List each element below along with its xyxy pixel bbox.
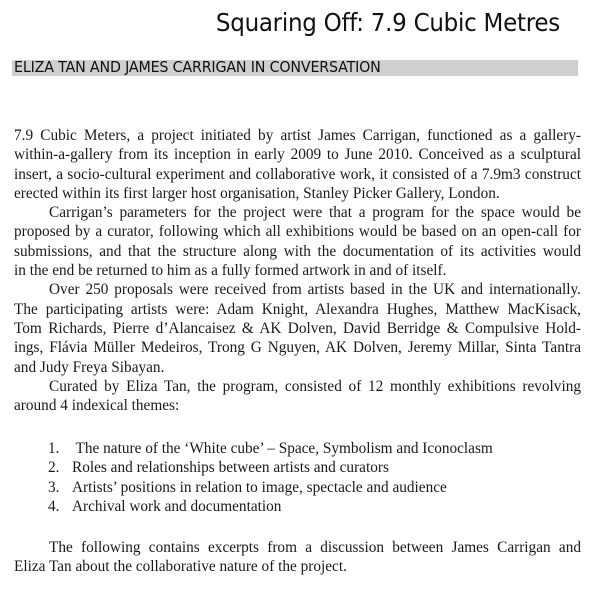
list-item — [48, 478, 493, 497]
text-line: proposed by a curator, following which all exhibitions would be based on an open-call for — [14, 223, 581, 241]
text-line: erected within its first larger host organisation, Stanley Picker Gallery, London. — [14, 184, 500, 202]
list-number: 3. — [48, 478, 60, 496]
text-line: around 4 indexical themes: — [14, 397, 180, 415]
paragraph-artists — [14, 280, 581, 376]
list-number: 4. — [48, 497, 60, 515]
text-line: in the end be returned to him as a fully formed artwork in and of itself. — [14, 262, 447, 280]
text-line: and Judy Freya Sibayan. — [14, 358, 165, 376]
page-title: Squaring Off: 7.9 Cubic Metres — [215, 8, 560, 37]
text-line: 7.9 Cubic Meters, a project initiated by artist James Carrigan, functioned as a gallery- — [14, 127, 581, 144]
text-line: ings, Flávia Müller Medeiros, Trong G Nguyen, AK Dolven, Jeremy Millar, Sinta Tantra — [14, 339, 581, 357]
list-text: Archival work and documentation — [72, 497, 282, 515]
text-line: insert, a socio-cultural experiment and collaborative work, it consisted of a 7.9m3 construct — [14, 165, 581, 183]
list-item — [48, 458, 493, 477]
text-line: Carrigan’s parameters for the project were that a program for the space would be — [49, 204, 581, 222]
list-number: 1. — [48, 440, 60, 457]
subtitle: ELIZA TAN AND JAMES CARRIGAN IN CONVERSATION — [14, 58, 381, 76]
text-line: The following contains excerpts from a discussion between James Carrigan and — [49, 539, 581, 556]
text-line: The participating artists were: Adam Knight, Alexandra Hughes, Matthew MacKisack, — [14, 300, 581, 318]
list-item — [48, 497, 493, 516]
text-line: Over 250 proposals were received from artists based in the UK and internationally. — [49, 281, 581, 299]
text-line: within-a-gallery from its inception in early 2009 to June 2010. Conceived as a sculptural — [14, 146, 581, 164]
list-number: 2. — [48, 459, 60, 477]
paragraph-intro — [14, 126, 581, 203]
paragraph-closing — [14, 538, 581, 577]
list-text: The nature of the ‘White cube’ – Space, Symbolism and Iconoclasm — [72, 440, 493, 457]
list-text: Roles and relationships between artists and curators — [72, 459, 389, 477]
paragraph-parameters — [14, 203, 581, 280]
paragraph-curation — [14, 377, 581, 416]
list-item — [48, 439, 493, 458]
body-text — [14, 126, 581, 415]
text-line: submissions, and that the structure along with the documentation of its activities would — [14, 242, 581, 260]
text-line: Eliza Tan about the collaborative nature of the project. — [14, 558, 347, 576]
themes-list — [48, 439, 493, 516]
text-line: Curated by Eliza Tan, the program, consisted of 12 monthly exhibitions revolving — [49, 377, 581, 395]
text-line: Tom Richards, Pierre d’Alancaisez & AK Dolven, David Berridge & Compulsive Hold- — [14, 319, 581, 337]
list-text: Artists’ positions in relation to image, spectacle and audience — [72, 478, 447, 496]
